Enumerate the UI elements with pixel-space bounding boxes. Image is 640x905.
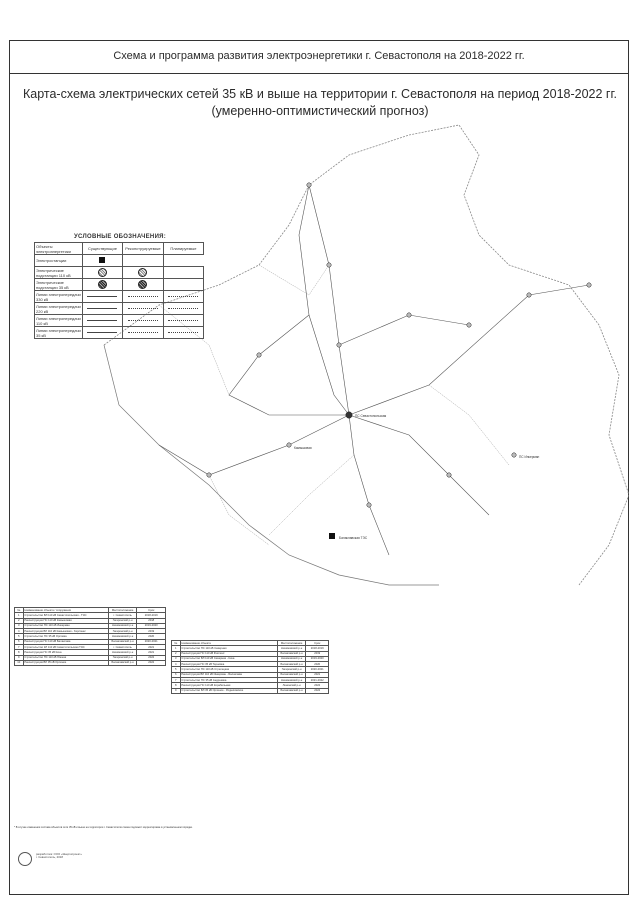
table-cell: 2019 <box>137 629 166 634</box>
table-header-cell: Наименование объекта / сооружения <box>23 608 108 613</box>
map-title-line1: Карта-схема электрических сетей 35 кВ и выше на территории г. Севастополя на период 2018-2022 гг. <box>22 87 617 101</box>
legend-col-existing: Существующие <box>82 243 122 255</box>
substation-35-icon <box>138 280 147 289</box>
line-north <box>309 185 349 415</box>
table-cell: 2020-2021 <box>306 667 329 672</box>
table-cell: 3 <box>15 623 24 628</box>
table-cell: Строительство ВЛ 110 кВ Севастопольская - ТЭС <box>23 613 108 618</box>
table-cell: Строительство ПС 110 кВ Южная <box>23 655 108 660</box>
substation-center-n <box>337 343 341 347</box>
table-cell: 10 <box>15 660 24 665</box>
substation-w <box>287 443 291 447</box>
table-cell: Балаклавский р-н <box>277 672 306 677</box>
table-cell: 2019 <box>306 651 329 656</box>
table-cell: Строительство ПС 35 кВ Орловка <box>23 634 108 639</box>
legend-cell <box>163 267 203 279</box>
legend-row-label: Линии электропередачи 35 кВ <box>36 327 81 338</box>
line-northeast <box>339 315 469 345</box>
table-cell: Реконструкция ПС 35 кВ Терновка <box>180 662 277 667</box>
line-east <box>349 285 589 415</box>
power-line-icon <box>87 296 117 297</box>
legend-cell <box>82 291 122 303</box>
legend-cell <box>163 315 203 327</box>
table-cell: 2022 <box>306 683 329 688</box>
substation-ne <box>407 313 411 317</box>
substation-east <box>527 293 531 297</box>
table-cell: 2020-2021 <box>137 639 166 644</box>
table-cell: Ленинский р-н <box>277 683 306 688</box>
table-cell: 2019-2020 <box>137 623 166 628</box>
table-cell: 7 <box>172 677 181 682</box>
legend-cell <box>163 291 203 303</box>
table-cell: 5 <box>15 634 24 639</box>
legend-cell <box>123 255 164 267</box>
legend-row-label: Линии электропередачи 110 кВ <box>36 315 81 326</box>
table-cell: Строительство ПС 110 кВ Инкерман <box>23 623 108 628</box>
label-balaklavskaya: Балаклавская ТЭС <box>339 536 368 540</box>
footnote: * В случае изменения состава объектов сети 35 кВ и выше на территории г. Севастополя схема подлежит корректировке в установленном порядке. <box>14 826 193 829</box>
substation-far-east <box>587 283 591 287</box>
legend-cell <box>82 255 122 267</box>
table-header-cell: Местоположение <box>277 641 306 646</box>
power-line-icon <box>87 320 117 321</box>
line-35-2 <box>429 385 509 465</box>
legend-row-label: Электрические подстанции 35 кВ <box>35 279 83 291</box>
legend-row <box>35 315 204 327</box>
line-southeast <box>349 415 489 515</box>
legend-cell <box>82 327 122 339</box>
table-cell: 2022 <box>137 660 166 665</box>
power-line-icon <box>128 296 158 297</box>
substation-n2 <box>327 263 331 267</box>
table-cell: 2020 <box>306 662 329 667</box>
table-cell: Строительство КЛ 110 кВ Севастопольская ТЭС <box>23 644 108 649</box>
table-cell: Строительство ПС 110 кВ Стрелецкая <box>180 667 277 672</box>
table-cell: Реконструкция ПС 110 кВ Фиолент <box>180 651 277 656</box>
table-cell: 2021 <box>137 650 166 655</box>
legend-row <box>35 255 204 267</box>
line-south <box>349 415 389 555</box>
power-line-icon <box>87 332 117 333</box>
stamp-text <box>36 853 156 860</box>
table-header-cell: Наименование объекта <box>180 641 277 646</box>
planned-line-icon <box>168 296 198 297</box>
substation-wc <box>257 353 261 357</box>
table-cell: Нахимовский р-н <box>277 677 306 682</box>
table-cell: 2018-2019 <box>137 613 166 618</box>
table-cell: 6 <box>172 672 181 677</box>
table-cell: 2021 <box>137 644 166 649</box>
map-title-line2: (умеренно-оптимистический прогноз) <box>211 104 429 118</box>
label-sevastopolskaya: ПС Севастопольская <box>355 414 387 418</box>
developer-stamp <box>14 850 164 866</box>
line-north-2 <box>299 185 349 415</box>
table-header-cell: № <box>15 608 24 613</box>
legend-cell <box>82 279 122 291</box>
table-header-cell: Срок <box>137 608 166 613</box>
projects-table-left <box>14 607 166 666</box>
table-cell: Реконструкция ПС 110 кВ Корабельная <box>180 683 277 688</box>
legend-row <box>35 291 204 303</box>
substation-sevastopolskaya <box>346 412 352 418</box>
table-cell: Реконструкция ВЛ 110 кВ Инкерман - Балаклава <box>180 672 277 677</box>
legend-cell <box>82 303 122 315</box>
legend-cell <box>123 303 164 315</box>
line-35-3 <box>209 475 269 545</box>
table-header-cell: Местоположение <box>108 608 137 613</box>
table-cell: 2022 <box>137 655 166 660</box>
table-cell: 8 <box>15 650 24 655</box>
legend-row <box>35 279 204 291</box>
power-line-icon <box>87 308 117 309</box>
legend <box>34 234 204 342</box>
coastline <box>104 345 439 585</box>
header-band <box>9 40 629 74</box>
table-cell: Реконструкция ВЛ 35 кВ Орлиное <box>23 660 108 665</box>
table-cell: 2 <box>15 618 24 623</box>
header-title: Схема и программа развития электроэнергетики г. Севастополя на 2018-2022 гг. <box>113 50 525 62</box>
table-cell: 9 <box>172 688 181 693</box>
substation-far-ne <box>467 323 471 327</box>
table-cell: Балаклавский р-н <box>108 660 137 665</box>
table-cell: 7 <box>15 644 24 649</box>
table-cell: Нахимовский р-н <box>277 646 306 651</box>
legend-cell <box>123 327 164 339</box>
table-cell: Реконструкция ПС 110 кВ Камышовая <box>23 618 108 623</box>
legend-row-label: Линии электропередачи 220 кВ <box>36 303 81 314</box>
legend-cell <box>82 267 122 279</box>
line-35-1 <box>259 265 329 295</box>
legend-row <box>35 303 204 315</box>
table-cell: 2022 <box>306 688 329 693</box>
table-cell: 8 <box>172 683 181 688</box>
table-cell: 2021-2022 <box>306 677 329 682</box>
substation-35-icon <box>98 280 107 289</box>
table-cell: Балаклавский р-н <box>277 662 306 667</box>
power-line-icon <box>128 308 158 309</box>
substation-110-icon <box>98 268 107 277</box>
planned-line-icon <box>168 308 198 309</box>
legend-cell <box>123 267 164 279</box>
table-cell: 2018 <box>137 618 166 623</box>
table-cell: Реконструкция ПС 110 кВ Балаклава <box>23 639 108 644</box>
label-inkerman: ПС Инкерман <box>519 455 540 459</box>
substation-s <box>367 503 371 507</box>
legend-cell <box>163 303 203 315</box>
legend-col-objects: Объекты электроэнергетики <box>35 243 83 255</box>
substation-110-icon <box>138 268 147 277</box>
table-header-cell: № <box>172 641 181 646</box>
table-cell: Гагаринский р-н <box>108 618 137 623</box>
table-cell: Гагаринский р-н <box>108 655 137 660</box>
stamp-line2: г. Севастополь, 2018 <box>36 855 63 860</box>
table-cell: 6 <box>15 639 24 644</box>
table-cell: 5 <box>172 667 181 672</box>
legend-table <box>34 242 204 339</box>
table-cell: Строительство ПС 35 кВ Андреевка <box>180 677 277 682</box>
table-cell: 3 <box>172 656 181 661</box>
table-row <box>172 688 329 693</box>
legend-row-label: Электростанции <box>35 255 83 267</box>
legend-cell <box>82 315 122 327</box>
line-35-4 <box>269 455 354 535</box>
legend-cell <box>123 291 164 303</box>
table-cell: 1 <box>15 613 24 618</box>
substation-se <box>447 473 451 477</box>
substation-inkerman <box>512 453 516 457</box>
legend-title: УСЛОВНЫЕ ОБОЗНАЧЕНИЯ: <box>74 234 167 240</box>
table-cell: Реконструкция ВЛ 110 кВ Камышовая - Херсонес <box>23 629 108 634</box>
power-plant-tes <box>329 533 335 539</box>
network-map <box>9 115 629 605</box>
substation-north <box>307 183 311 187</box>
table-cell: 1 <box>172 646 181 651</box>
legend-row <box>35 267 204 279</box>
planned-line-icon <box>168 332 198 333</box>
table-cell: 2 <box>172 651 181 656</box>
table-cell: Строительство ВЛ 35 кВ Орлиное - Родниковское <box>180 688 277 693</box>
table-cell: Нахимовский р-н <box>108 634 137 639</box>
planned-line-icon <box>168 320 198 321</box>
territory-boundary <box>104 125 629 585</box>
table-cell: Нахимовский р-н <box>108 650 137 655</box>
table-cell: г. Севастополь <box>108 644 137 649</box>
table-cell: 2021 <box>306 672 329 677</box>
table-cell: Строительство ПС 110 кВ Северная <box>180 646 277 651</box>
table-cell: 2018-2019 <box>306 646 329 651</box>
table-cell: Реконструкция ПС 35 кВ Кача <box>23 650 108 655</box>
legend-cell <box>163 279 203 291</box>
table-cell: Балаклавский р-н <box>277 651 306 656</box>
legend-col-planned: Планируемые <box>163 243 203 255</box>
table-cell: Балаклавский р-н <box>277 688 306 693</box>
table-cell: 4 <box>172 662 181 667</box>
table-cell: Нахимовский р-н <box>108 623 137 628</box>
table-cell: г. Севастополь <box>108 613 137 618</box>
legend-row-label: Линии электропередачи 330 кВ <box>36 291 81 302</box>
table-cell: 4 <box>15 629 24 634</box>
line-west <box>159 415 349 475</box>
label-kamyshovaya: Камышовая <box>294 446 312 450</box>
stamp-line1: разработчик: ООО «Энергопроект» <box>36 852 82 856</box>
table-cell: Балаклавский р-н <box>108 639 137 644</box>
table-cell: Строительство ВЛ 110 кВ Северная - Кача <box>180 656 277 661</box>
power-plant-icon <box>99 257 105 263</box>
table-cell: 2020 <box>137 634 166 639</box>
legend-row-label: Электрические подстанции 110 кВ <box>35 267 83 279</box>
power-line-icon <box>128 332 158 333</box>
legend-cell <box>123 279 164 291</box>
projects-table-right <box>171 640 329 694</box>
stamp-logo-icon <box>18 852 32 866</box>
table-row <box>15 660 166 665</box>
table-header-cell: Срок <box>306 641 329 646</box>
table-cell: Нахимовский р-н <box>277 656 306 661</box>
line-west-2 <box>229 315 349 415</box>
legend-row <box>35 327 204 339</box>
legend-cell <box>123 315 164 327</box>
power-line-icon <box>128 320 158 321</box>
table-cell: Гагаринский р-н <box>108 629 137 634</box>
legend-col-reconstructed: Реконструируемые <box>123 243 164 255</box>
table-cell: 2019-2020 <box>306 656 329 661</box>
substation-w2 <box>207 473 211 477</box>
legend-cell <box>163 327 203 339</box>
table-cell: 9 <box>15 655 24 660</box>
table-cell: Гагаринский р-н <box>277 667 306 672</box>
